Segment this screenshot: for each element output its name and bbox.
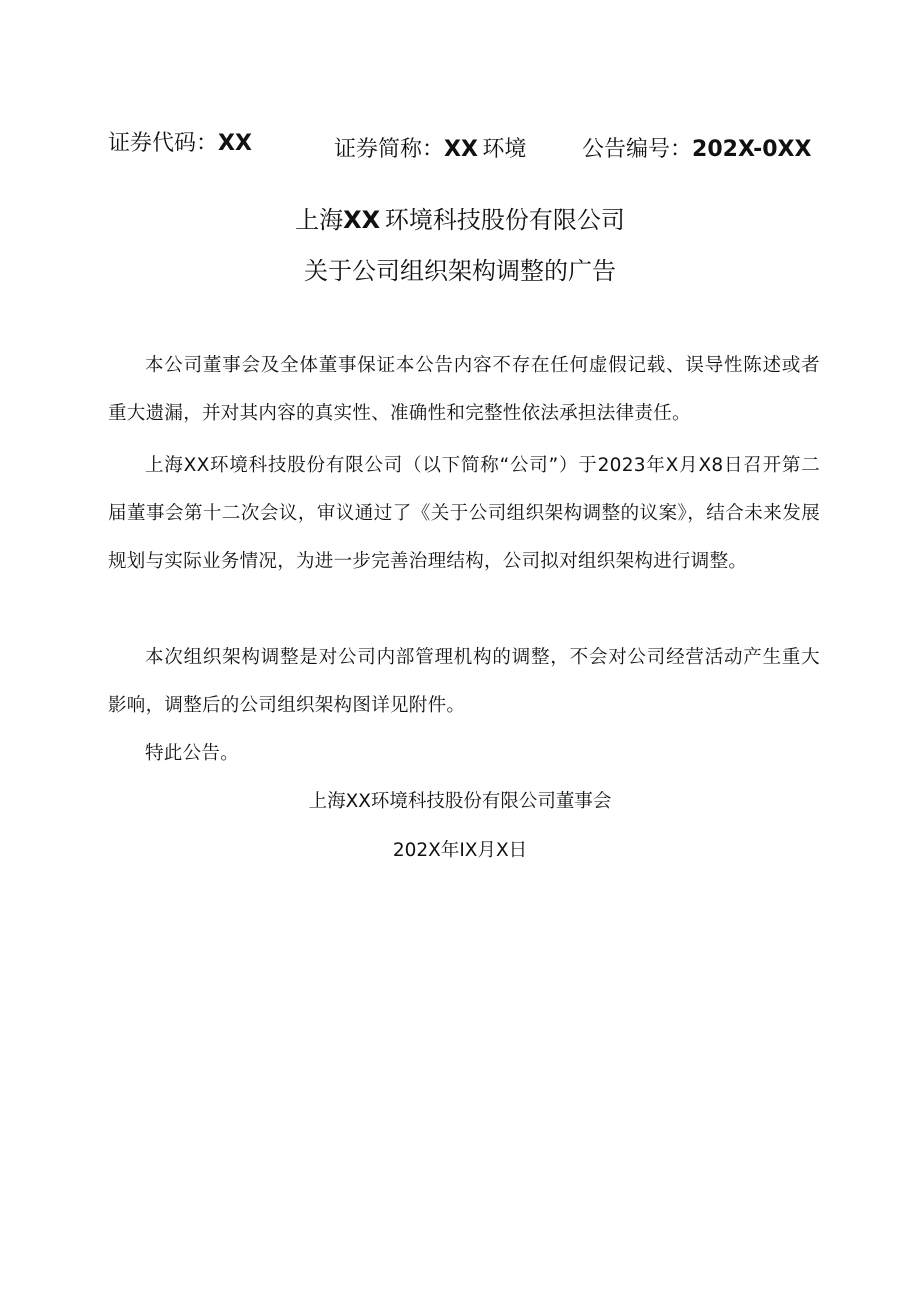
meeting-paragraph: 上海XX环境科技股份有限公司（以下简称“公司”）于2023年X月X8日召开第二届董事会第十二次会议，审议通过了《关于公司组织架构调整的议案》，结合未来发展规划与实际业务情况，为进一步完善治理结构，公司拟对组织架构进行调整。 <box>108 455 820 572</box>
impact-paragraph: 本次组织架构调整是对公司内部管理机构的调整，不会对公司经营活动产生重大影响，调整后的公司组织架构图详见附件。 <box>108 647 820 716</box>
company-title-code: XX <box>343 206 381 234</box>
company-title <box>0 202 920 238</box>
security-code-label: 证券代码： <box>108 131 219 156</box>
security-code <box>108 124 252 164</box>
signature-date: 202X年IX月X日 <box>392 840 528 861</box>
security-short-name <box>334 130 526 170</box>
security-short-name-suffix: 环境 <box>482 137 527 162</box>
company-title-prefix: 上海 <box>295 206 344 234</box>
announcement-header <box>108 128 828 168</box>
announcement-number-value: 202X-0XX <box>692 137 812 162</box>
signature-company: 上海XX环境科技股份有限公司董事会 <box>308 791 612 812</box>
disclaimer-paragraph: 本公司董事会及全体董事保证本公告内容不存在任何虚假记载、误导性陈述或者重大遗漏，并对其内容的真实性、准确性和完整性依法承担法律责任。 <box>108 355 820 424</box>
company-title-suffix: 环境科技股份有限公司 <box>384 206 625 234</box>
security-short-name-label: 证券简称： <box>334 137 445 162</box>
announcement-number-label: 公告编号： <box>582 137 693 162</box>
closing-paragraph: 特此公告。 <box>145 743 240 764</box>
security-code-value: XX <box>218 131 252 156</box>
security-short-name-value: XX <box>444 137 478 162</box>
announcement-title: 关于公司组织架构调整的广告 <box>304 257 616 285</box>
announcement-number <box>582 130 811 170</box>
